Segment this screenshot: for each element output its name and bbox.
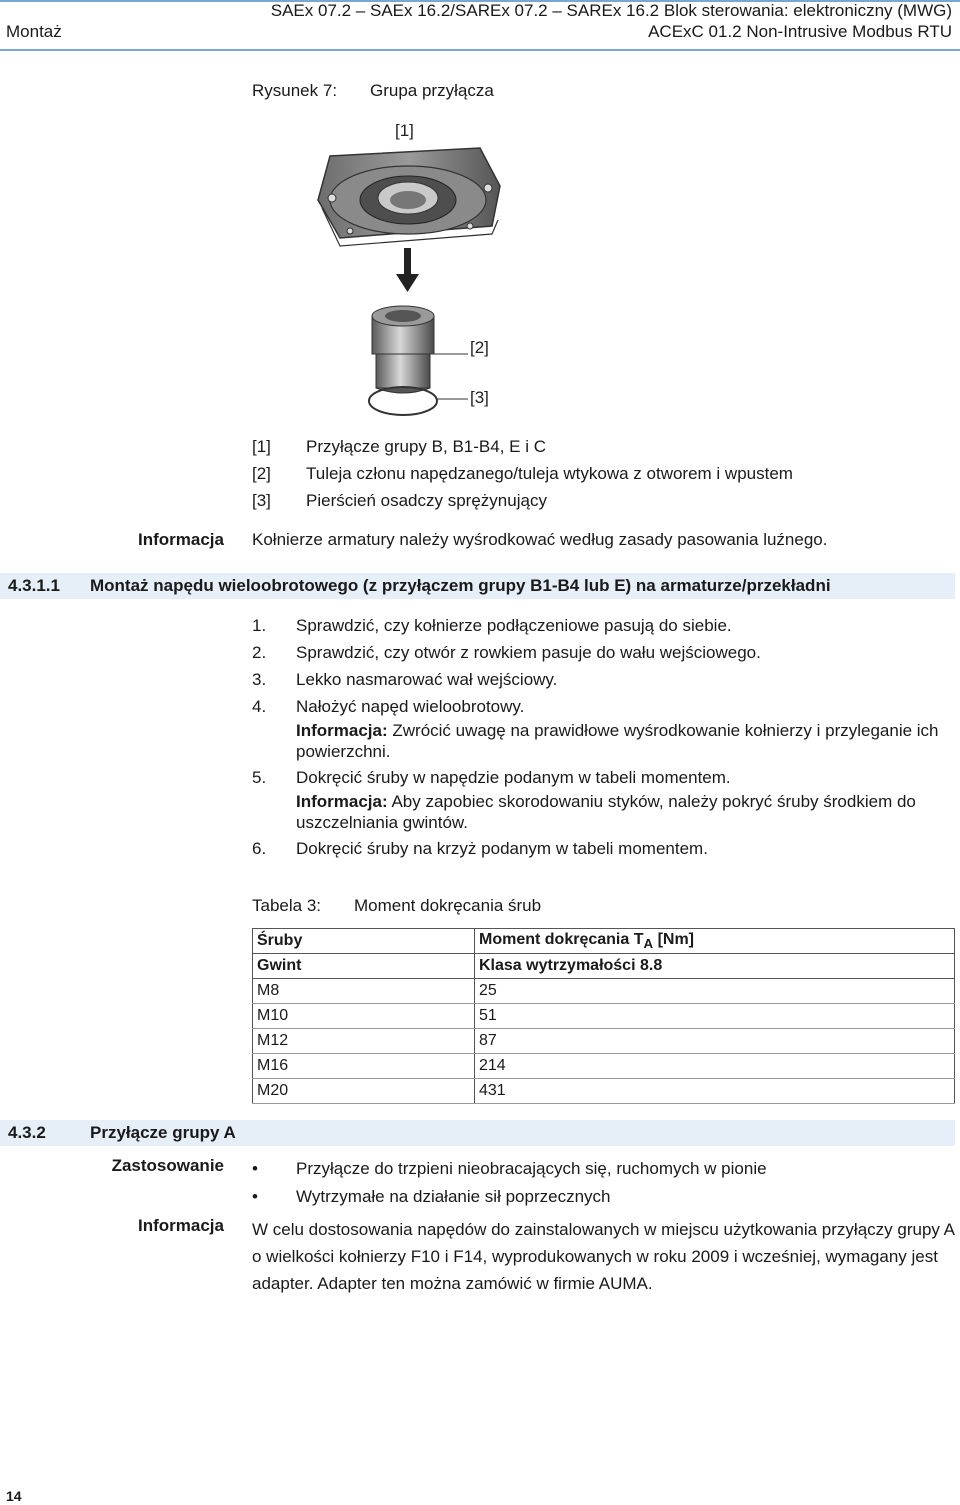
step-number: 6.: [252, 839, 267, 858]
header-control-line: ACExC 01.2 Non-Intrusive Modbus RTU: [648, 22, 952, 41]
section-heading-4-3-1-1: [0, 573, 955, 599]
step-item: [252, 696, 957, 762]
step-text: Dokręcić śruby na krzyż podanym w tabeli momentem.: [296, 839, 708, 858]
thread-cell: M10: [253, 1004, 475, 1029]
table-caption-title: Moment dokręcania śrub: [354, 896, 542, 915]
coupling-illustration: [300, 116, 520, 426]
step-text: Sprawdzić, czy kołnierze podłączeniowe pasują do siebie.: [296, 616, 732, 635]
list-item-text: Przyłącze do trzpieni nieobracających się, ruchomych w pionie: [296, 1159, 767, 1178]
step-text: Sprawdzić, czy otwór z rowkiem pasuje do wału wejściowego.: [296, 643, 761, 662]
callout-2: [2]: [470, 338, 489, 357]
table-caption-number: Tabela 3:: [252, 896, 321, 915]
legend-key: [3]: [252, 491, 271, 510]
usage-label: Zastosowanie: [111, 1156, 224, 1175]
table-row: [253, 1029, 955, 1054]
step-text: Dokręcić śruby w napędzie podanym w tabeli momentem.: [296, 768, 731, 787]
note-label: Informacja:: [296, 792, 388, 811]
header-torque-label: Moment dokręcania T: [479, 930, 644, 948]
step-text: Lekko nasmarować wał wejściowy.: [296, 670, 558, 689]
step-number: 1.: [252, 616, 267, 635]
procedure-steps: [252, 615, 957, 865]
thread-cell: M12: [253, 1029, 475, 1054]
list-item: [252, 1155, 767, 1183]
thread-cell: M8: [253, 979, 475, 1004]
callout-1: [1]: [395, 121, 414, 140]
legend-item: [252, 460, 793, 487]
header-cell: Klasa wytrzymałości 8.8: [475, 954, 955, 979]
figure-legend: [252, 433, 793, 514]
table-header-row: [253, 954, 955, 979]
header-cell: Śruby: [253, 929, 475, 954]
header-cell: [475, 929, 955, 954]
table-caption: [252, 896, 541, 916]
header-product-line: SAEx 07.2 – SAEx 16.2/SAREx 07.2 – SAREx 16.2 Blok sterowania: elektroniczny (MWG): [270, 1, 952, 20]
list-item: [252, 1183, 767, 1211]
flange-shape: [318, 148, 500, 246]
torque-cell: 87: [475, 1029, 955, 1054]
figure-caption-number: Rysunek 7:: [252, 81, 338, 100]
legend-key: [1]: [252, 437, 271, 456]
info-label: Informacja: [138, 530, 224, 549]
step-item: [252, 767, 957, 833]
info-text: Kołnierze armatury należy wyśrodkować według zasady pasowania luźnego.: [252, 530, 828, 549]
info-text: W celu dostosowania napędów do zainstalowanych w miejscu użytkowania przyłączy grupy A o wielkości kołnierzy F10 i F14, wyprodukowanych w roku 2009 i wcześniej, wymagany jest adapter. Adapter ten można zamówić w firmie AUMA.: [252, 1220, 955, 1293]
thread-cell: M16: [253, 1054, 475, 1079]
list-item-text: Wytrzymałe na działanie sił poprzecznych: [296, 1187, 611, 1206]
note-label: Informacja:: [296, 721, 388, 740]
section-heading-4-3-2: [0, 1120, 955, 1146]
table-row: [253, 979, 955, 1004]
step-number: 4.: [252, 697, 267, 716]
table-row: [253, 1004, 955, 1029]
bullet-icon: •: [252, 1159, 258, 1178]
section-number: 4.3.1.1: [8, 576, 60, 595]
step-number: 3.: [252, 670, 267, 689]
callout-3: [3]: [470, 388, 489, 407]
legend-item: [252, 433, 793, 460]
note-text: Zwrócić uwagę na prawidłowe wyśrodkowanie kołnierzy i przyleganie ich powierzchni.: [296, 721, 939, 761]
header-chapter: Montaż: [6, 22, 62, 41]
step-note: [296, 791, 957, 833]
down-arrow-icon: [396, 248, 419, 292]
note-text: Aby zapobiec skorodowaniu styków, należy pokryć śruby środkiem do uszczelniania gwintów.: [296, 792, 916, 832]
header-torque-subscript: A: [643, 936, 654, 952]
table-row: [253, 1079, 955, 1104]
step-note: [296, 720, 957, 762]
bullet-icon: •: [252, 1187, 258, 1206]
section-title: Przyłącze grupy A: [90, 1123, 236, 1142]
figure-caption: [252, 81, 494, 101]
figure-caption-title: Grupa przyłącza: [370, 81, 494, 100]
step-number: 2.: [252, 643, 267, 662]
torque-cell: 214: [475, 1054, 955, 1079]
step-item: [252, 642, 957, 664]
step-item: [252, 838, 957, 860]
step-text: Nałożyć napęd wieloobrotowy.: [296, 697, 525, 716]
sleeve-shape: [372, 306, 434, 393]
table-row: [253, 1054, 955, 1079]
torque-cell: 51: [475, 1004, 955, 1029]
thread-cell: M20: [253, 1079, 475, 1104]
legend-key: [2]: [252, 464, 271, 483]
page-header: [0, 0, 960, 52]
step-item: [252, 615, 957, 637]
table-header-row: [253, 929, 955, 954]
torque-table: [252, 928, 955, 1104]
legend-text: Tuleja członu napędzanego/tuleja wtykowa z otworem i wpustem: [306, 464, 793, 483]
legend-item: [252, 487, 793, 514]
usage-list: [252, 1155, 767, 1211]
torque-cell: 25: [475, 979, 955, 1004]
coupling-figure: [300, 116, 520, 426]
section-title: Montaż napędu wieloobrotowego (z przyłączem grupy B1-B4 lub E) na armaturze/przekładni: [90, 576, 831, 595]
header-cell: Gwint: [253, 954, 475, 979]
torque-cell: 431: [475, 1079, 955, 1104]
legend-text: Pierścień osadczy sprężynujący: [306, 491, 547, 510]
step-item: [252, 669, 957, 691]
header-torque-unit: [Nm]: [653, 930, 695, 948]
page-number: 14: [6, 1488, 22, 1504]
step-number: 5.: [252, 768, 267, 787]
section-number: 4.3.2: [8, 1123, 46, 1142]
info-label: Informacja: [138, 1216, 224, 1235]
legend-text: Przyłącze grupy B, B1-B4, E i C: [306, 437, 546, 456]
header-bottom-rule: [0, 49, 960, 51]
